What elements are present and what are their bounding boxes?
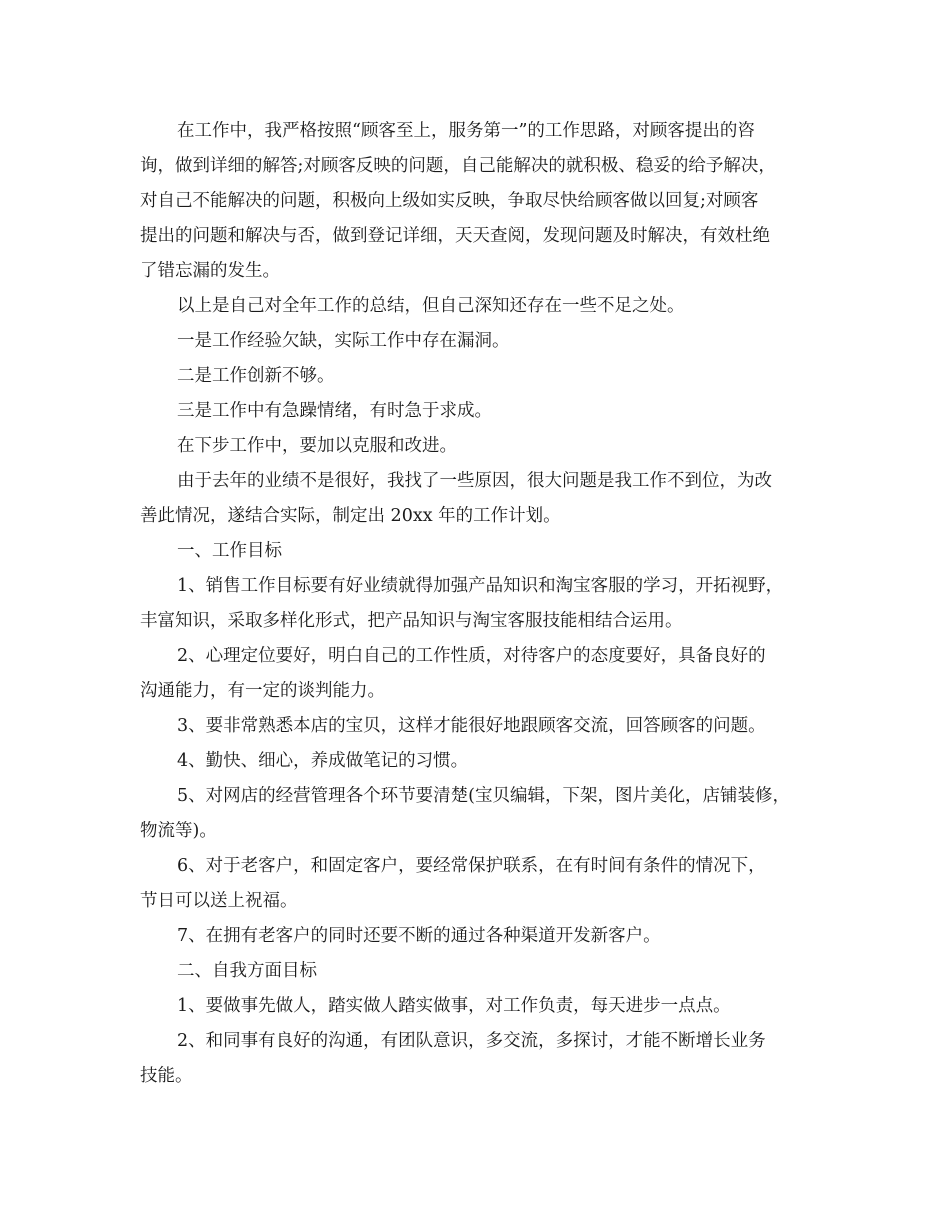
text-line: 以上是自己对全年工作的总结，但自己深知还存在一些不足之处。 bbox=[177, 296, 685, 316]
text-line: 了错忘漏的发生。 bbox=[140, 261, 280, 281]
text-line: 6、对于老客户，和固定客户，要经常保护联系，在有时间有条件的情况下， bbox=[177, 856, 766, 876]
text-line: 三是工作中有急躁情绪，有时急于求成。 bbox=[177, 401, 492, 421]
paragraph bbox=[140, 289, 830, 324]
text-line: 提出的问题和解决与否，做到登记详细，天天查阅，发现问题及时解决，有效杜绝 bbox=[140, 226, 770, 246]
text-line: 一是工作经验欠缺，实际工作中存在漏洞。 bbox=[177, 331, 510, 351]
paragraph bbox=[140, 639, 830, 709]
paragraph bbox=[140, 1024, 830, 1094]
paragraph bbox=[140, 954, 830, 989]
paragraph bbox=[140, 849, 830, 919]
paragraph bbox=[140, 919, 830, 954]
paragraph bbox=[140, 744, 830, 779]
text-line: 在下步工作中，要加以克服和改进。 bbox=[177, 436, 457, 456]
paragraph bbox=[140, 534, 830, 569]
text-line: 对自己不能解决的问题，积极向上级如实反映，争取尽快给顾客做以回复;对顾客 bbox=[140, 191, 759, 211]
paragraph bbox=[140, 394, 830, 429]
text-line: 二、自我方面目标 bbox=[177, 961, 317, 981]
text-line: 二是工作创新不够。 bbox=[177, 366, 335, 386]
text-line: 在工作中，我严格按照“顾客至上，服务第一”的工作思路，对顾客提出的咨 bbox=[177, 121, 755, 141]
text-line: 技能。 bbox=[140, 1066, 193, 1086]
text-line: 3、要非常熟悉本店的宝贝，这样才能很好地跟顾客交流，回答顾客的问题。 bbox=[177, 716, 766, 736]
text-line: 7、在拥有老客户的同时还要不断的通过各种渠道开发新客户。 bbox=[177, 926, 661, 946]
paragraph bbox=[140, 114, 830, 289]
text-line: 由于去年的业绩不是很好，我找了一些原因，很大问题是我工作不到位，为改 bbox=[177, 471, 772, 491]
text-line: 沟通能力，有一定的谈判能力。 bbox=[140, 681, 385, 701]
text-line: 1、要做事先做人，踏实做人踏实做事，对工作负责，每天进步一点点。 bbox=[177, 996, 731, 1016]
text-line: 2、和同事有良好的沟通，有团队意识，多交流，多探讨，才能不断增长业务 bbox=[177, 1031, 766, 1051]
paragraph bbox=[140, 464, 830, 534]
paragraph bbox=[140, 779, 830, 849]
text-line: 一、工作目标 bbox=[177, 541, 282, 561]
text-line: 1、销售工作目标要有好业绩就得加强产品知识和淘宝客服的学习，开拓视野， bbox=[177, 576, 784, 596]
text-line: 节日可以送上祝福。 bbox=[140, 891, 298, 911]
text-line: 2、心理定位要好，明白自己的工作性质，对待客户的态度要好，具备良好的 bbox=[177, 646, 766, 666]
text-line: 善此情况，遂结合实际，制定出 20xx 年的工作计划。 bbox=[140, 506, 561, 526]
text-line: 询，做到详细的解答;对顾客反映的问题，自己能解决的就积极、稳妥的给予解决， bbox=[140, 156, 776, 176]
text-line: 丰富知识，采取多样化形式，把产品知识与淘宝客服技能相结合运用。 bbox=[140, 611, 683, 631]
paragraph bbox=[140, 324, 830, 359]
document-body bbox=[140, 114, 830, 1094]
paragraph bbox=[140, 709, 830, 744]
paragraph bbox=[140, 359, 830, 394]
text-line: 5、对网店的经营管理各个环节要清楚(宝贝编辑，下架，图片美化，店铺装修， bbox=[177, 786, 790, 806]
text-line: 物流等)。 bbox=[140, 821, 217, 841]
paragraph bbox=[140, 989, 830, 1024]
paragraph bbox=[140, 429, 830, 464]
paragraph bbox=[140, 569, 830, 639]
text-line: 4、勤快、细心，养成做笔记的习惯。 bbox=[177, 751, 469, 771]
